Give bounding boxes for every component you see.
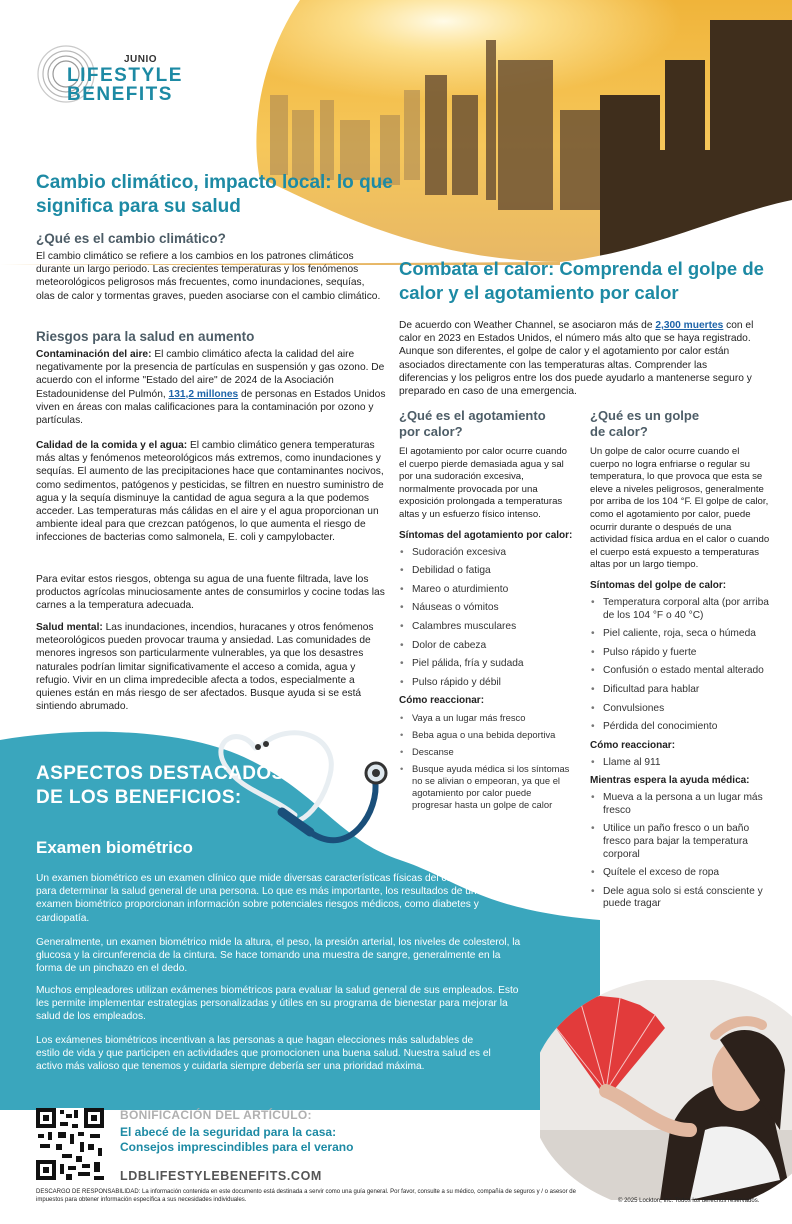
logo-lifestyle: LIFESTYLE (67, 65, 183, 86)
food-label: Calidad de la comida y el agua: (36, 440, 188, 451)
qr-code-icon[interactable] (36, 1108, 104, 1180)
list-item: • Pérdida del conocimiento (590, 721, 770, 734)
list-item: • Quítele el exceso de ropa (590, 867, 770, 880)
benefits-p4: Los exámenes biométricos incentivan a las personas a que hagan elecciones más saludables de estilo de vida y que participen en actividades que promocionen una buena salud. Nuestra salud es el activo más valioso que tenemos y cuidarla siempre debería ser una prioridad máxima. (36, 1035, 491, 1073)
main-title: Cambio climático, impacto local: lo que significa para su salud (36, 172, 393, 217)
heat-intro (399, 319, 759, 398)
list-item: • Piel pálida, fría y sudada (399, 658, 574, 671)
heat-intro-text-2: con el calor en 2023 en Estados Unidos, el número más alto que se haya registrado. Aunque son diferentes, el golpe de calor y el agotamiento por calor están asociados directamente con las temperaturas altas. Comprender las diferencias y los peligros entre los dos puede ayudarlo a mantenerse seguro y preparado en caso de una emergencia. (399, 320, 754, 398)
exhaustion-react-label: Cómo reaccionar: (399, 695, 485, 707)
climate-question: ¿Qué es el cambio climático? (36, 231, 226, 246)
exhaustion-symptoms-label: Síntomas del agotamiento por calor: (399, 529, 573, 541)
website-link[interactable]: LDBLIFESTYLEBENEFITS.COM (120, 1169, 322, 1183)
list-item: • Beba agua o una bebida deportiva (399, 729, 574, 741)
list-item: • Dificultad para hablar (590, 684, 770, 697)
exhaustion-question-2: por calor? (399, 424, 463, 439)
list-item: • Vaya a un lugar más fresco (399, 712, 574, 724)
list-item: • Calambres musculares (399, 621, 574, 634)
list-item: • Llame al 911 (590, 757, 770, 770)
list-item: • Utilice un paño fresco o un baño fresco para bajar la temperatura corporal (590, 823, 770, 861)
disclaimer: DESCARGO DE RESPONSABILIDAD: La información contenida en este documento está destinada a servir como una guía general. Por favor, consulte a su médico, compañía de seguros y / o asesor de impuestos para obtener información específica a sus necesidades individuales. (36, 1189, 576, 1203)
air-quality-paragraph (36, 348, 386, 427)
mental-text: Las inundaciones, incendios, huracanes y otros fenómenos meteorológicos pueden provocar trauma y ansiedad. Las comunidades de menores ingresos son particularmente vulnerables, ya que los desastres naturales podrían limitar significativamente el acceso a comida, agua y refugio. Vivir en un clima impredecible afecta a todos, especialmente a quienes están en más riesgo de ser afectados. Busque ayuda si se está sintiendo abrumado. (36, 622, 374, 713)
benefits-p3: Muchos empleadores utilizan exámenes biométricos para evaluar la salud general de sus empleados. Esto les permite implementar estrategias personalizadas y útiles en su programa de bienestar para mejorar la salud de los empleados. (36, 985, 519, 1023)
heat-title: Combata el calor: Comprenda el golpe de calor y el agotamiento por calor (399, 258, 764, 303)
list-item: • Descanse (399, 746, 574, 758)
list-item: • Pulso rápido y fuerte (590, 647, 770, 660)
logo-month: JUNIO (124, 54, 158, 65)
list-item: • Convulsiones (590, 703, 770, 716)
copyright: © 2025 Lockton, Inc. Todos los derechos reservados. (618, 1198, 760, 1204)
air-text-2: de personas en Estados Unidos viven en áreas con malas calificaciones para la contaminación por ozono y partículas. (36, 388, 386, 427)
climate-text: El cambio climático se refiere a los cambios en los patrones climáticos durante un largo periodo. Las crecientes temperaturas y los fenómenos meteorológicos peligrosos más frecuentes, como inundaciones, sequías, olas de calor y tormentas graves, pueden asociarse con el cambio climático. (36, 251, 381, 302)
logo-benefits: BENEFITS (67, 84, 173, 105)
stroke-symptoms-label: Síntomas del golpe de calor: (590, 579, 727, 591)
bonus-article-title-2[interactable]: Consejos imprescindibles para el verano (120, 1140, 354, 1154)
lifestyle-benefits-logo (36, 38, 186, 108)
air-label: Contaminación del aire: (36, 349, 152, 360)
heat-intro-text: De acuerdo con Weather Channel, se asociaron más de (399, 320, 656, 331)
stroke-question-1: ¿Qué es un golpe (590, 408, 700, 423)
deaths-stat-link[interactable]: 2,300 muertes (655, 320, 724, 331)
list-item: • Debilidad o fatiga (399, 565, 574, 578)
food-water-paragraph (36, 439, 386, 545)
stroke-react-label: Cómo reaccionar: (590, 739, 676, 751)
exhaustion-symptoms-list (399, 547, 574, 690)
list-item: • Temperatura corporal alta (por arriba de los 104 °F o 40 °C) (590, 597, 770, 622)
exhaustion-question-1: ¿Qué es el agotamiento (399, 408, 546, 423)
risks-heading: Riesgos para la salud en aumento (36, 329, 255, 344)
mental-label: Salud mental: (36, 622, 103, 633)
stroke-wait-label: Mientras espera la ayuda médica: (590, 775, 750, 787)
exhaustion-text: El agotamiento por calor ocurre cuando el cuerpo pierde demasiada agua y sal por una sudoración excesiva, normalmente provocada por una exposición prolongada a temperaturas altas y un esfuerzo físico intenso. (399, 446, 567, 520)
list-item: • Pulso rápido y débil (399, 677, 574, 690)
list-item: • Mareo o aturdimiento (399, 584, 574, 597)
list-item: • Piel caliente, roja, seca o húmeda (590, 628, 770, 641)
benefits-subheading: Examen biométrico (36, 838, 193, 857)
air-text: El cambio climático afecta la calidad del aire negativamente por la presencia de partículas en suspensión y gas ozono. De acuerdo con el informe "Estado del aire" de 2024 de la Asociación Estadounidense del Pulmón, (36, 349, 385, 400)
avoid-risks-paragraph: Para evitar estos riesgos, obtenga su agua de una fuente filtrada, lave los productos agrícolas minuciosamente antes de consumirlos y cocine todas las carnes a la temperatura adecuada. (36, 574, 385, 612)
stroke-text: Un golpe de calor ocurre cuando el cuerpo no logra enfriarse o regular su temperatura, lo que provoca que esta se eleve a niveles peligrosos, generalmente por arriba de los 104 °F. El golpe de calor, como el agotamiento por calor, puede ocurrir durante o después de una actividad física ardua en el calor o cuando el cuerpo está expuesto a temperaturas altas por un largo tiempo. (590, 446, 770, 571)
list-item: • Dele agua solo si está consciente y puede tragar (590, 886, 770, 911)
bonus-label: BONIFICACIÓN DEL ARTÍCULO: (120, 1108, 312, 1122)
list-item: • Sudoración excesiva (399, 547, 574, 560)
air-stat-link[interactable]: 131,2 millones (168, 388, 239, 400)
benefits-p1: Un examen biométrico es un examen clínico que mide diversas características físicas del cuerpo, para determinar la salud general de una persona. Lo que es más importante, los resultados de un examen biométrico proporcionan información sobre potenciales riesgos médicos, como diabetes y cardiopatía. (36, 873, 479, 924)
stroke-question-2: de calor? (590, 424, 648, 439)
list-item: • Dolor de cabeza (399, 640, 574, 653)
list-item: • Náuseas o vómitos (399, 602, 574, 615)
bonus-article-title-1[interactable]: El abecé de la seguridad para la casa: (120, 1125, 337, 1139)
benefits-heading: ASPECTOS DESTACADOS DE LOS BENEFICIOS: (36, 763, 285, 808)
woman-with-fan-photo (540, 980, 792, 1200)
benefits-p2: Generalmente, un examen biométrico mide la altura, el peso, la presión arterial, los niveles de colesterol, la glucosa y la circunferencia de la cintura. Se hace tomando una muestra de sangre, generalmente en la forma de un pinchazo en el dedo. (36, 937, 521, 975)
list-item: • Busque ayuda médica si los síntomas no se alivian o empeoran, ya que el agotamiento por calor puede progresar hasta un golpe de calor (399, 763, 574, 811)
list-item: • Mueva a la persona a un lugar más fresco (590, 792, 770, 817)
list-item: • Confusión o estado mental alterado (590, 665, 770, 678)
food-text: El cambio climático genera temperaturas más altas y fenómenos meteorológicos más extremos, como inundaciones y sequías. El aumento de las precipitaciones hace que contaminantes nocivos, como sedimentos, patógenos y pesticidas, se filtren en nuestro suministro de agua y la sequía disminuye la cantidad de agua segura a la que podemos acceder. Las temperaturas más cálidas en el aire y el agua proporcionan un ambiente ideal para que crezcan patógenos, lo que aumenta el riesgo de infecciones de bacterias como salmonela, E. coli y campylobacter. (36, 440, 384, 544)
